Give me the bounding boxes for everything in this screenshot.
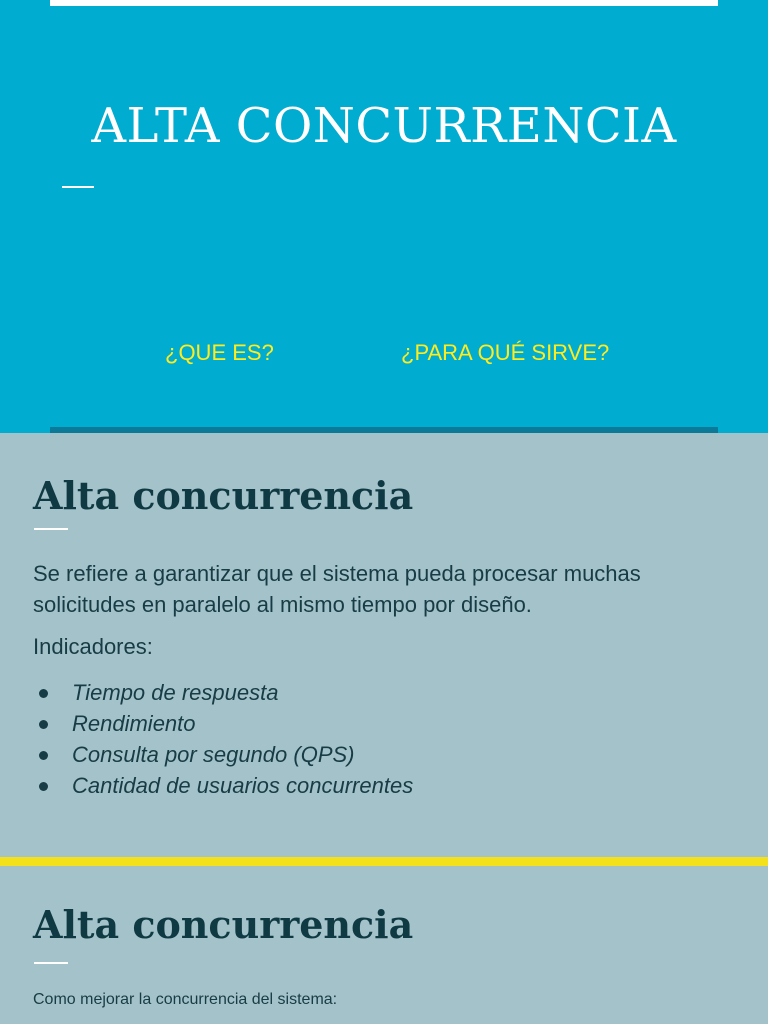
list-item [33, 770, 413, 801]
slide3-heading: Alta concurrencia [33, 902, 414, 947]
bullet-icon [39, 689, 48, 698]
indicators-label: Indicadores: [33, 634, 153, 659]
indicators-list [33, 677, 413, 801]
definition-paragraph: Se refiere a garantizar que el sistema pueda procesar muchas solicitudes en paralelo al mismo tiempo por diseño. [33, 561, 641, 617]
title-underline-dash [62, 186, 94, 188]
bullet-icon [39, 751, 48, 760]
slide2-heading: Alta concurrencia [33, 473, 414, 518]
indicator-text: Tiempo de respuesta [72, 680, 279, 705]
list-item [33, 739, 413, 770]
title-slide [0, 0, 768, 433]
bullet-icon [39, 720, 48, 729]
definition-slide [0, 433, 768, 857]
indicator-text: Rendimiento [72, 711, 196, 736]
list-item [33, 708, 413, 739]
improvement-slide [0, 866, 768, 1024]
list-item [33, 677, 413, 708]
indicator-text: Cantidad de usuarios concurrentes [72, 773, 414, 798]
slide-separator [0, 857, 768, 866]
slide2-heading-dash [34, 528, 68, 530]
link-que-es[interactable]: ¿QUE ES? [165, 340, 274, 365]
bullet-icon [39, 782, 48, 791]
top-accent-bar [50, 0, 718, 6]
slide-title: ALTA CONCURRENCIA [91, 98, 677, 154]
slide3-heading-dash [34, 962, 68, 964]
slide3-intro-text: Como mejorar la concurrencia del sistema: [33, 991, 338, 1008]
link-para-que-sirve[interactable]: ¿PARA QUÉ SIRVE? [401, 340, 610, 365]
indicator-text: Consulta por segundo (QPS) [72, 742, 355, 767]
